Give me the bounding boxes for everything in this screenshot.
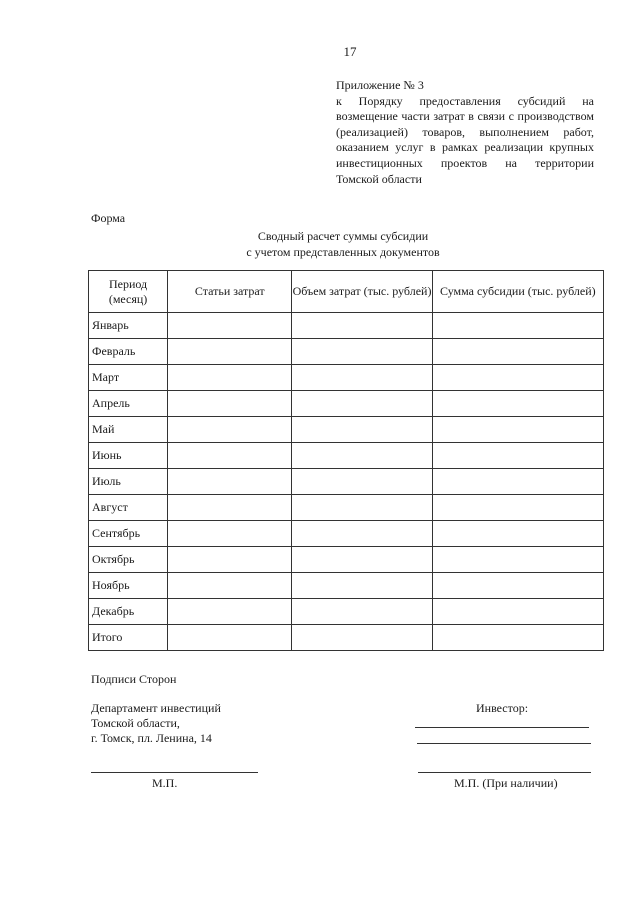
items-cell bbox=[168, 547, 292, 573]
month-cell: Август bbox=[89, 495, 168, 521]
month-cell: Июль bbox=[89, 469, 168, 495]
header-period: Период (месяц) bbox=[89, 271, 168, 313]
investor-blank-line-2 bbox=[417, 743, 591, 744]
total-cell: Итого bbox=[89, 625, 168, 651]
items-cell bbox=[168, 339, 292, 365]
investor-blank-line-1 bbox=[415, 727, 589, 728]
header-subsidy: Сумма субсидии (тыс. рублей) bbox=[432, 271, 603, 313]
volume-cell bbox=[292, 547, 432, 573]
left-party-line2: Томской области, bbox=[91, 716, 180, 730]
table-row bbox=[89, 547, 604, 573]
table-row bbox=[89, 573, 604, 599]
month-cell: Октябрь bbox=[89, 547, 168, 573]
volume-cell bbox=[292, 521, 432, 547]
volume-cell bbox=[292, 599, 432, 625]
subsidy-cell bbox=[432, 469, 603, 495]
volume-cell bbox=[292, 391, 432, 417]
subsidy-table bbox=[88, 270, 604, 651]
volume-cell bbox=[292, 417, 432, 443]
items-cell bbox=[168, 417, 292, 443]
document-title-line1: Сводный расчет суммы субсидии bbox=[257, 229, 429, 243]
items-cell bbox=[168, 469, 292, 495]
header-volume: Объем затрат (тыс. рублей) bbox=[292, 271, 432, 313]
table-row bbox=[89, 365, 604, 391]
right-signature-line bbox=[418, 772, 591, 773]
month-cell: Февраль bbox=[89, 339, 168, 365]
subsidy-cell bbox=[432, 573, 603, 599]
form-label: Форма bbox=[91, 211, 126, 225]
items-cell bbox=[168, 599, 292, 625]
page-number: 17 bbox=[343, 44, 357, 59]
table-row bbox=[89, 313, 604, 339]
subsidy-cell bbox=[432, 521, 603, 547]
left-party-line3: г. Томск, пл. Ленина, 14 bbox=[91, 731, 212, 745]
month-cell: Декабрь bbox=[89, 599, 168, 625]
table-row bbox=[89, 417, 604, 443]
appendix-text: к Порядку предоставления субсидий на возмещение части затрат в связи с производством (реализацией) товаров, выполнением работ, оказанием услуг в рамках реализации крупных инвестиционных проектов на территории Томской области bbox=[336, 93, 594, 186]
volume-cell bbox=[292, 339, 432, 365]
subsidy-cell bbox=[432, 547, 603, 573]
volume-cell bbox=[292, 573, 432, 599]
month-cell: Июнь bbox=[89, 443, 168, 469]
items-cell bbox=[168, 521, 292, 547]
month-cell: Январь bbox=[89, 313, 168, 339]
appendix-note bbox=[336, 78, 594, 187]
month-cell: Март bbox=[89, 365, 168, 391]
table-header-row bbox=[89, 271, 604, 313]
investor-label: Инвестор: bbox=[476, 701, 529, 715]
subsidy-cell bbox=[432, 313, 603, 339]
items-cell bbox=[168, 625, 292, 651]
volume-cell bbox=[292, 469, 432, 495]
volume-cell bbox=[292, 443, 432, 469]
month-cell: Апрель bbox=[89, 391, 168, 417]
table-row bbox=[89, 495, 604, 521]
appendix-title: Приложение № 3 bbox=[336, 78, 424, 92]
items-cell bbox=[168, 443, 292, 469]
items-cell bbox=[168, 365, 292, 391]
document-title bbox=[0, 229, 640, 260]
right-stamp: М.П. (При наличии) bbox=[454, 776, 558, 790]
volume-cell bbox=[292, 495, 432, 521]
month-cell: Май bbox=[89, 417, 168, 443]
header-items: Статьи затрат bbox=[168, 271, 292, 313]
month-cell: Ноябрь bbox=[89, 573, 168, 599]
volume-cell bbox=[292, 625, 432, 651]
items-cell bbox=[168, 313, 292, 339]
table-row bbox=[89, 443, 604, 469]
left-stamp: М.П. bbox=[152, 776, 178, 790]
subsidy-cell bbox=[432, 599, 603, 625]
subsidy-cell bbox=[432, 365, 603, 391]
items-cell bbox=[168, 495, 292, 521]
signatures-title: Подписи Сторон bbox=[91, 672, 177, 686]
subsidy-cell bbox=[432, 625, 603, 651]
table-row bbox=[89, 599, 604, 625]
subsidy-cell bbox=[432, 495, 603, 521]
table-total-row bbox=[89, 625, 604, 651]
table-row bbox=[89, 391, 604, 417]
items-cell bbox=[168, 391, 292, 417]
month-cell: Сентябрь bbox=[89, 521, 168, 547]
subsidy-cell bbox=[432, 443, 603, 469]
subsidy-cell bbox=[432, 391, 603, 417]
table-row bbox=[89, 469, 604, 495]
left-signature-line bbox=[91, 772, 258, 773]
subsidy-cell bbox=[432, 339, 603, 365]
table-row bbox=[89, 339, 604, 365]
left-party-details bbox=[91, 701, 221, 746]
table-row bbox=[89, 521, 604, 547]
document-title-line2: с учетом представленных документов bbox=[246, 244, 440, 259]
volume-cell bbox=[292, 365, 432, 391]
subsidy-cell bbox=[432, 417, 603, 443]
volume-cell bbox=[292, 313, 432, 339]
items-cell bbox=[168, 573, 292, 599]
left-party-line1: Департамент инвестиций bbox=[91, 701, 221, 715]
